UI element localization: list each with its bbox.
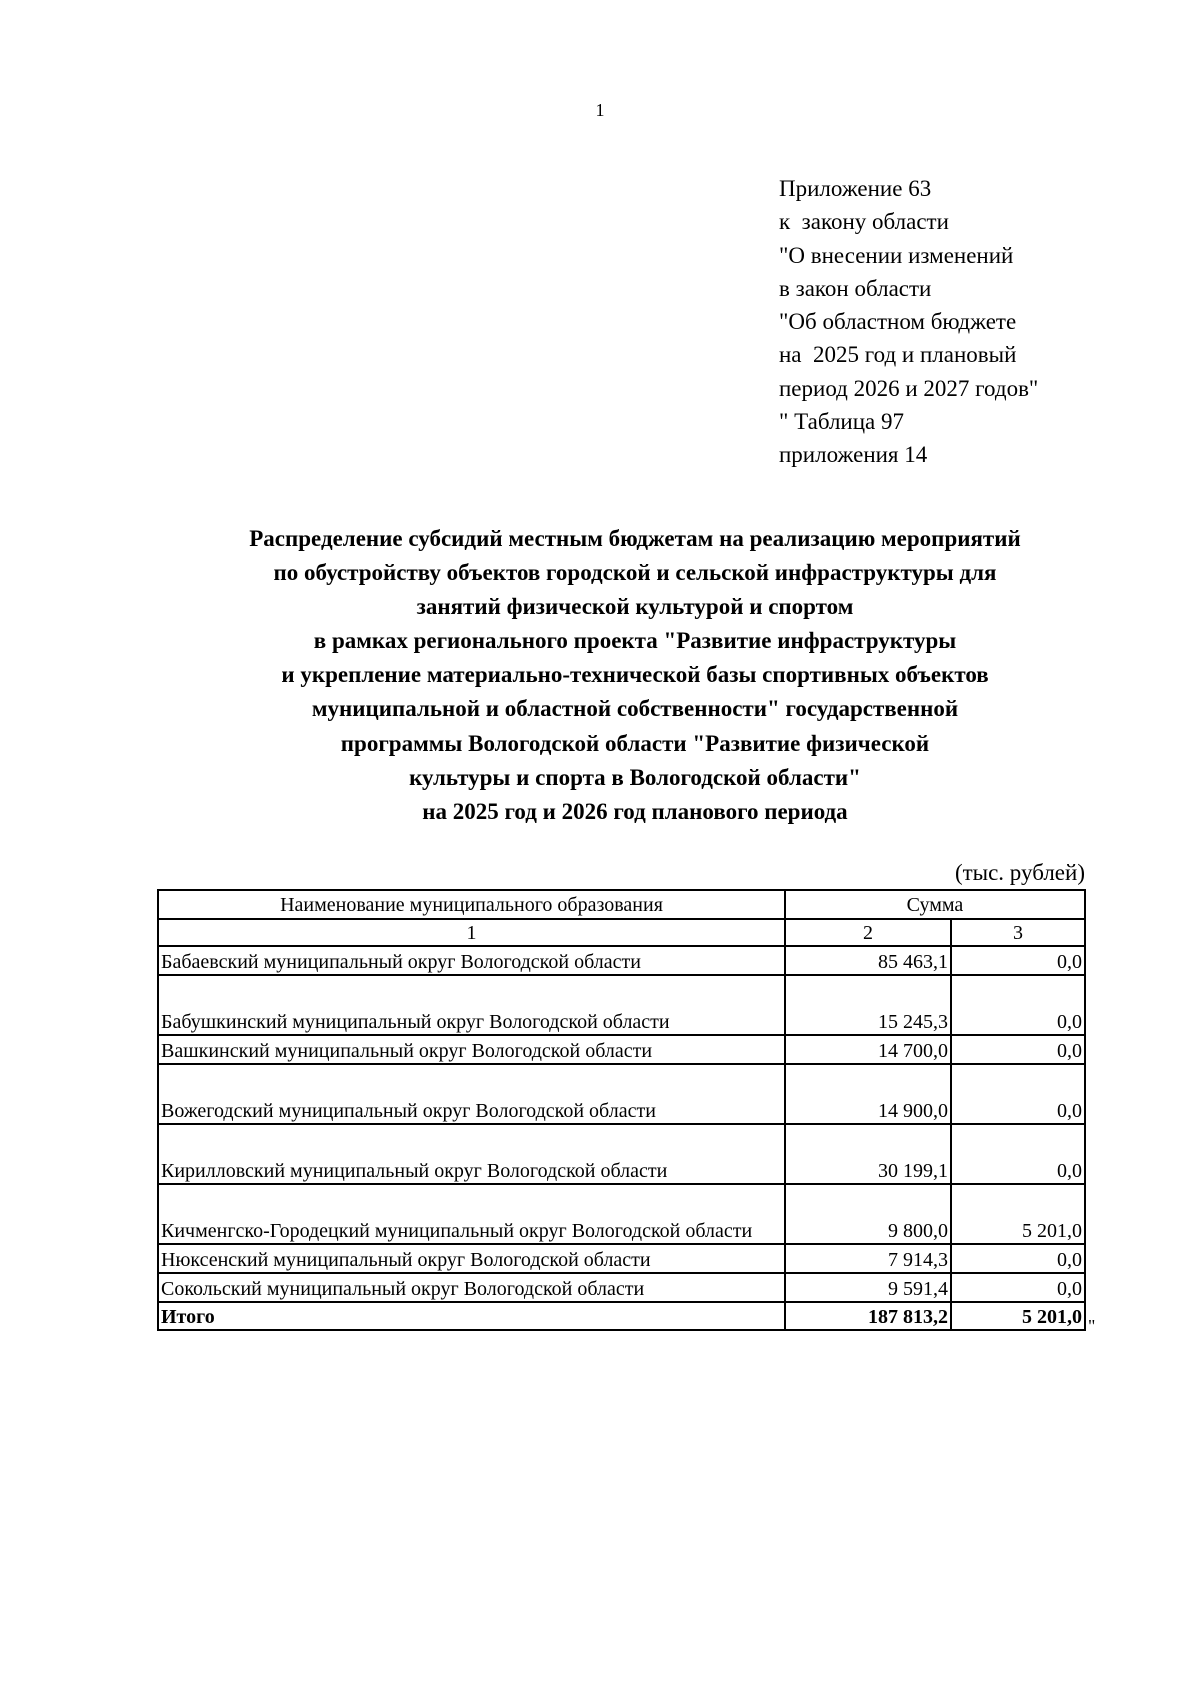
total-2026: 5 201,0 xyxy=(951,1302,1085,1330)
page-number: 1 xyxy=(595,100,605,120)
municipality-name: Вожегодский муниципальный округ Вологодской области xyxy=(158,1064,785,1124)
amount-2025: 15 245,3 xyxy=(785,975,951,1035)
appendix-line: приложения 14 xyxy=(779,442,928,468)
amount-2025: 7 914,3 xyxy=(785,1244,951,1273)
amount-2026: 0,0 xyxy=(951,1244,1085,1273)
total-row xyxy=(158,1302,1085,1330)
title-line: занятий физической культурой и спортом xyxy=(416,594,854,620)
municipality-name: Кирилловский муниципальный округ Вологодской области xyxy=(158,1124,785,1184)
appendix-line: "Об областном бюджете xyxy=(779,309,1017,335)
municipality-name: Вашкинский муниципальный округ Вологодской области xyxy=(158,1035,785,1064)
municipality-name: Бабаевский муниципальный округ Вологодской области xyxy=(158,946,785,975)
amount-2026: 0,0 xyxy=(951,1124,1085,1184)
amount-2026: 0,0 xyxy=(951,1035,1085,1064)
appendix-line: на 2025 год и плановый xyxy=(779,342,1017,368)
appendix-line: к закону области xyxy=(779,209,949,235)
appendix-line: период 2026 и 2027 годов" xyxy=(779,375,1039,401)
amount-2025: 14 700,0 xyxy=(785,1035,951,1064)
title-line: культуры и спорта в Вологодской области" xyxy=(409,764,861,790)
subsidy-table xyxy=(157,889,1086,1331)
table-row xyxy=(158,1184,1085,1244)
title-line: в рамках регионального проекта "Развитие инфраструктуры xyxy=(313,628,957,654)
appendix-line: в закон области xyxy=(779,275,932,301)
column-number: 2 xyxy=(785,919,951,946)
title-line: программы Вологодской области "Развитие физической xyxy=(340,730,930,756)
table-row xyxy=(158,1124,1085,1184)
amount-2025: 30 199,1 xyxy=(785,1124,951,1184)
appendix-line: " Таблица 97 xyxy=(779,409,905,435)
table-header-row xyxy=(158,890,1085,919)
amount-2026: 0,0 xyxy=(951,1064,1085,1124)
appendix-line: Приложение 63 xyxy=(779,176,932,201)
units-label: (тыс. рублей) xyxy=(954,860,1085,885)
amount-2025: 14 900,0 xyxy=(785,1064,951,1124)
table-row xyxy=(158,1273,1085,1302)
amount-2025: 9 591,4 xyxy=(785,1273,951,1302)
title-line: муниципальной и областной собственности" государственной xyxy=(311,696,959,722)
municipality-name: Бабушкинский муниципальный округ Вологодской области xyxy=(158,975,785,1035)
document-title xyxy=(100,522,1170,829)
table-row xyxy=(158,1244,1085,1273)
header-sum: Сумма xyxy=(785,890,1085,919)
title-line: по обустройству объектов городской и сельской инфраструктуры для xyxy=(273,560,997,586)
table-row xyxy=(158,1035,1085,1064)
amount-2026: 0,0 xyxy=(951,1273,1085,1302)
total-label: Итого xyxy=(158,1302,785,1330)
table-row xyxy=(158,946,1085,975)
amount-2025: 85 463,1 xyxy=(785,946,951,975)
closing-quote: " xyxy=(1088,1316,1096,1336)
table-row xyxy=(158,975,1085,1035)
header-municipality: Наименование муниципального образования xyxy=(158,890,785,919)
appendix-reference xyxy=(779,172,1038,472)
column-number-row xyxy=(158,919,1085,946)
amount-2026: 5 201,0 xyxy=(951,1184,1085,1244)
total-2025: 187 813,2 xyxy=(785,1302,951,1330)
column-number: 3 xyxy=(951,919,1085,946)
table-row xyxy=(158,1064,1085,1124)
column-number: 1 xyxy=(158,919,785,946)
title-line: Распределение субсидий местным бюджетам на реализацию мероприятий xyxy=(249,526,1021,551)
title-line: на 2025 год и 2026 год планового периода xyxy=(422,798,848,824)
amount-2026: 0,0 xyxy=(951,946,1085,975)
amount-2026: 0,0 xyxy=(951,975,1085,1035)
municipality-name: Нюксенский муниципальный округ Вологодской области xyxy=(158,1244,785,1273)
municipality-name: Кичменгско-Городецкий муниципальный округ Вологодской области xyxy=(158,1184,785,1244)
appendix-line: "О внесении изменений xyxy=(779,242,1014,268)
amount-2025: 9 800,0 xyxy=(785,1184,951,1244)
municipality-name: Сокольский муниципальный округ Вологодской области xyxy=(158,1273,785,1302)
title-line: и укрепление материально-технической базы спортивных объектов xyxy=(281,662,989,688)
